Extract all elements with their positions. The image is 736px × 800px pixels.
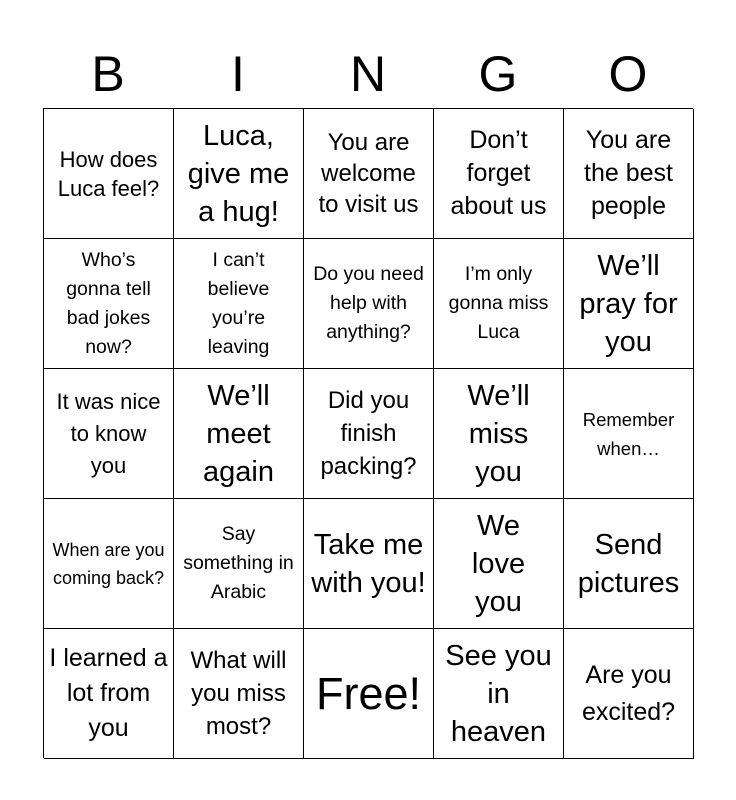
cell-text: Who’s gonna tell bad jokes now? — [66, 248, 151, 358]
bingo-cell-r4c4[interactable] — [434, 499, 564, 629]
bingo-cell-r5c1[interactable] — [44, 629, 174, 759]
bingo-cell-r5c4[interactable] — [434, 629, 564, 759]
cell-text: Luca, give me a hug! — [187, 119, 290, 228]
header-letter-b: B — [91, 46, 125, 102]
cell-text: It was nice to know you — [56, 388, 161, 478]
bingo-cell-r1c5[interactable] — [564, 109, 694, 239]
bingo-cell-r2c4[interactable] — [434, 239, 564, 369]
cell-text: I learned a lot from you — [49, 644, 168, 742]
cell-text: Do you need help with anything? — [313, 263, 424, 343]
bingo-cell-r2c1[interactable] — [44, 239, 174, 369]
cell-text: I can’t believe you’re leaving — [207, 248, 270, 358]
bingo-cell-r3c2[interactable] — [174, 369, 304, 499]
bingo-cell-r5c5[interactable] — [564, 629, 694, 759]
cell-text: You are the best people — [584, 126, 673, 220]
bingo-cell-r3c3[interactable] — [304, 369, 434, 499]
bingo-cell-r5c3-free[interactable] — [304, 629, 434, 759]
cell-text: I’m only gonna miss Luca — [448, 263, 549, 343]
free-space-label: Free! — [315, 667, 422, 719]
cell-text: You are welcome to visit us — [318, 129, 419, 218]
bingo-cell-r2c5[interactable] — [564, 239, 694, 369]
bingo-header — [43, 40, 693, 108]
bingo-cell-r4c5[interactable] — [564, 499, 694, 629]
cell-text: We love you — [471, 509, 526, 618]
bingo-cell-r3c1[interactable] — [44, 369, 174, 499]
cell-text: Did you finish packing? — [320, 387, 417, 480]
cell-text: Don’t forget about us — [450, 126, 547, 220]
bingo-cell-r4c2[interactable] — [174, 499, 304, 629]
cell-text: Say something in Arabic — [183, 523, 294, 603]
cell-text: Are you excited? — [581, 660, 676, 726]
bingo-cell-r2c2[interactable] — [174, 239, 304, 369]
bingo-cell-r1c1[interactable] — [44, 109, 174, 239]
cell-text: We’ll miss you — [467, 379, 530, 488]
header-letter-o: O — [608, 46, 648, 102]
cell-text: We’ll meet again — [203, 379, 274, 488]
bingo-cell-r1c2[interactable] — [174, 109, 304, 239]
cell-text: Remember when… — [582, 408, 675, 459]
bingo-cell-r5c2[interactable] — [174, 629, 304, 759]
cell-text: We’ll pray for you — [579, 249, 678, 358]
cell-text: Send pictures — [577, 528, 680, 599]
bingo-cell-r4c1[interactable] — [44, 499, 174, 629]
cell-text: How does Luca feel? — [57, 146, 160, 201]
header-letter-g: G — [478, 46, 518, 102]
bingo-cell-r4c3[interactable] — [304, 499, 434, 629]
bingo-cell-r2c3[interactable] — [304, 239, 434, 369]
cell-text: What will you miss most? — [190, 647, 287, 740]
header-letter-n: N — [349, 46, 387, 102]
header-letter-i: I — [231, 46, 245, 102]
cell-text: When are you coming back? — [52, 539, 165, 588]
bingo-cell-r3c4[interactable] — [434, 369, 564, 499]
bingo-cell-r1c3[interactable] — [304, 109, 434, 239]
bingo-cell-r3c5[interactable] — [564, 369, 694, 499]
bingo-grid — [43, 108, 693, 758]
cell-text: Take me with you! — [311, 528, 426, 599]
bingo-cell-r1c4[interactable] — [434, 109, 564, 239]
cell-text: See you in heaven — [445, 639, 552, 748]
